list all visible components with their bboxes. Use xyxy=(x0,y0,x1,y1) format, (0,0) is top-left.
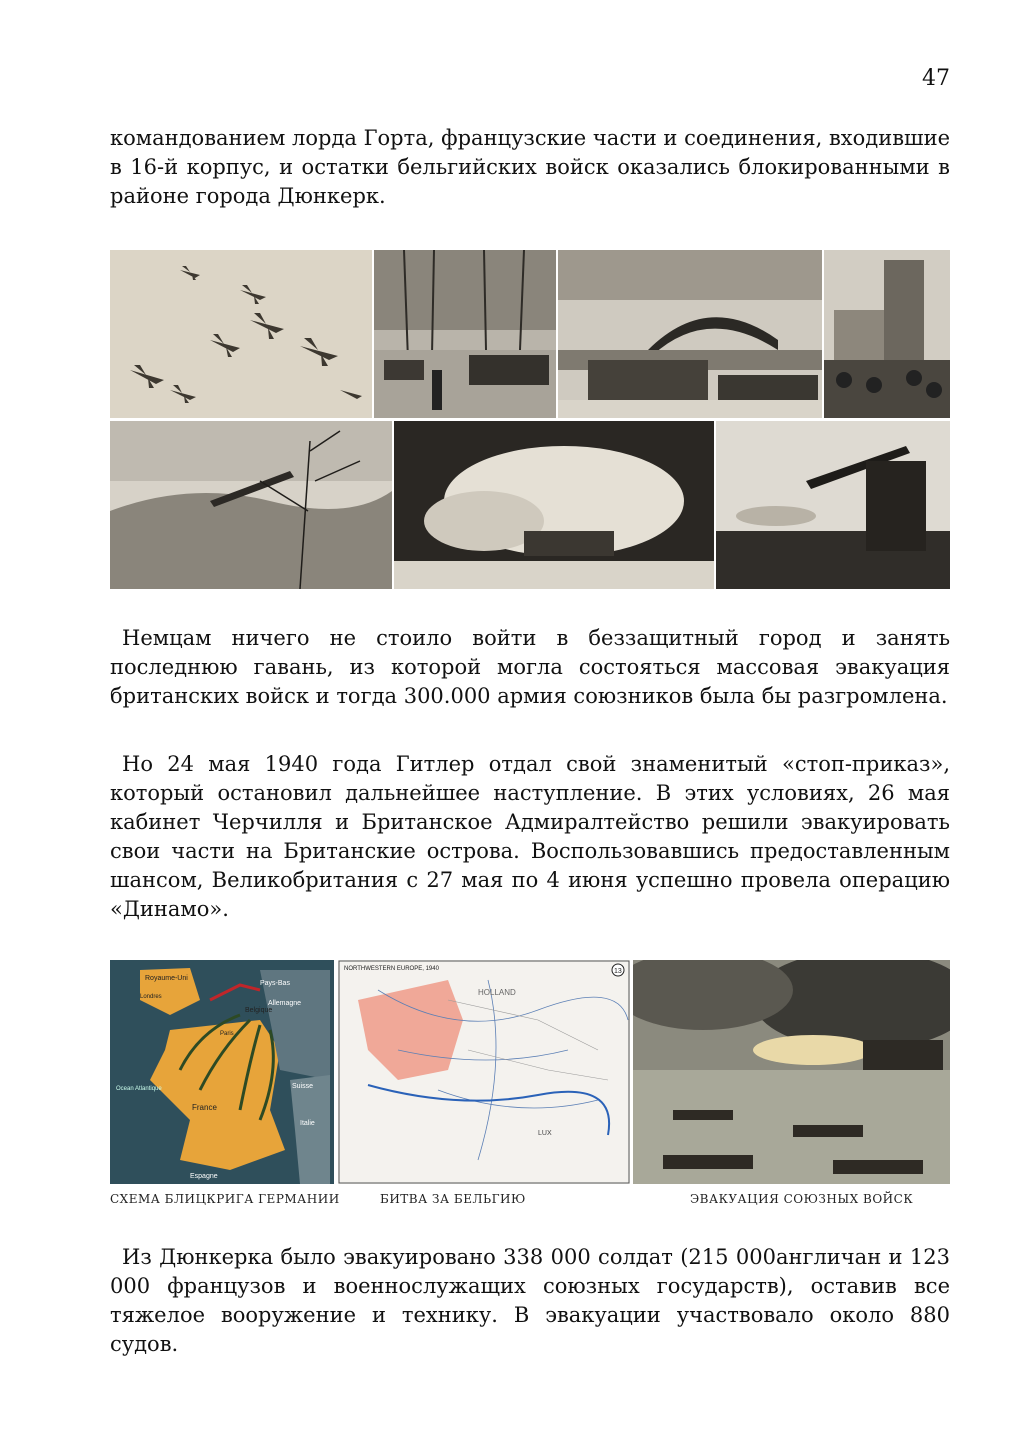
photo-tank-smoke xyxy=(394,421,714,589)
label-espagne: Espagne xyxy=(190,1173,218,1180)
photo-bridge-tanks xyxy=(558,250,822,418)
caption-blitzkrieg-map: СХЕМА БЛИЦКРИГА ГЕРМАНИИ xyxy=(110,1192,340,1206)
photo-anti-aircraft-gun xyxy=(716,421,950,589)
photo-artillery-field xyxy=(110,421,392,589)
label-pays-bas: Pays-Bas xyxy=(260,980,290,987)
label-ocean: Ocean Atlantique xyxy=(116,1086,162,1092)
label-allemagne: Allemagne xyxy=(268,1000,302,1007)
paragraph-4: Из Дюнкерка было эвакуировано 338 000 солдат (215 000англичан и 123 000 французов и военнослужащих союзных государств), оставив все тяжелое вооружение и технику. В эвакуации участвовало около 880 судов. xyxy=(110,1245,950,1356)
label-londres: Londres xyxy=(140,994,162,1000)
map2-number: 13 xyxy=(614,968,622,975)
label-belgique: Belgique xyxy=(245,1007,273,1014)
paragraph-2: Немцам ничего не стоило войти в беззащитный город и занять последнюю гавань, из которой могла состояться массовая эвакуация британских войск и тогда 300.000 армия союзников была бы разгромлена. xyxy=(110,626,950,708)
label-paris: Paris xyxy=(220,1031,234,1037)
photo-city-gate xyxy=(824,250,950,418)
label-suisse: Suisse xyxy=(292,1083,314,1090)
photo-aircraft-formation xyxy=(110,250,372,418)
caption-belgium-battle: БИТВА ЗА БЕЛЬГИЮ xyxy=(380,1192,526,1206)
caption-evacuation: ЭВАКУАЦИЯ СОЮЗНЫХ ВОЙСК xyxy=(690,1192,914,1206)
label-italie: Italie xyxy=(300,1120,315,1127)
map-belgium-battle xyxy=(338,960,630,1184)
label-holland: HOLLAND xyxy=(478,988,516,997)
label-royaume-uni: Royaume-Uni xyxy=(145,975,188,982)
page-number: 47 xyxy=(922,66,950,91)
painting-evacuation xyxy=(633,960,950,1184)
label-france: France xyxy=(192,1103,217,1112)
map2-title: NORTHWESTERN EUROPE, 1940 xyxy=(344,966,439,972)
paragraph-3: Но 24 мая 1940 года Гитлер отдал свой знаменитый «стоп-приказ», который остановил дальнейшее наступление. В этих условиях, 26 мая кабинет Черчилля и Британское Адмиралтейство решили эвакуировать свои части на Британские острова. Воспользовавшись предоставленным шансом, Великобритания с 27 мая по 4 июня успешно провела операцию «Динамо». xyxy=(110,752,950,921)
photo-tanks-forest xyxy=(374,250,556,418)
label-lux: LUX xyxy=(538,1130,552,1137)
map-blitzkrieg xyxy=(110,960,334,1184)
paragraph-1: командованием лорда Горта, французские части и соединения, входившие в 16-й корпус, и остатки бельгийских войск оказались блокированными в районе города Дюнкерк. xyxy=(110,126,950,208)
